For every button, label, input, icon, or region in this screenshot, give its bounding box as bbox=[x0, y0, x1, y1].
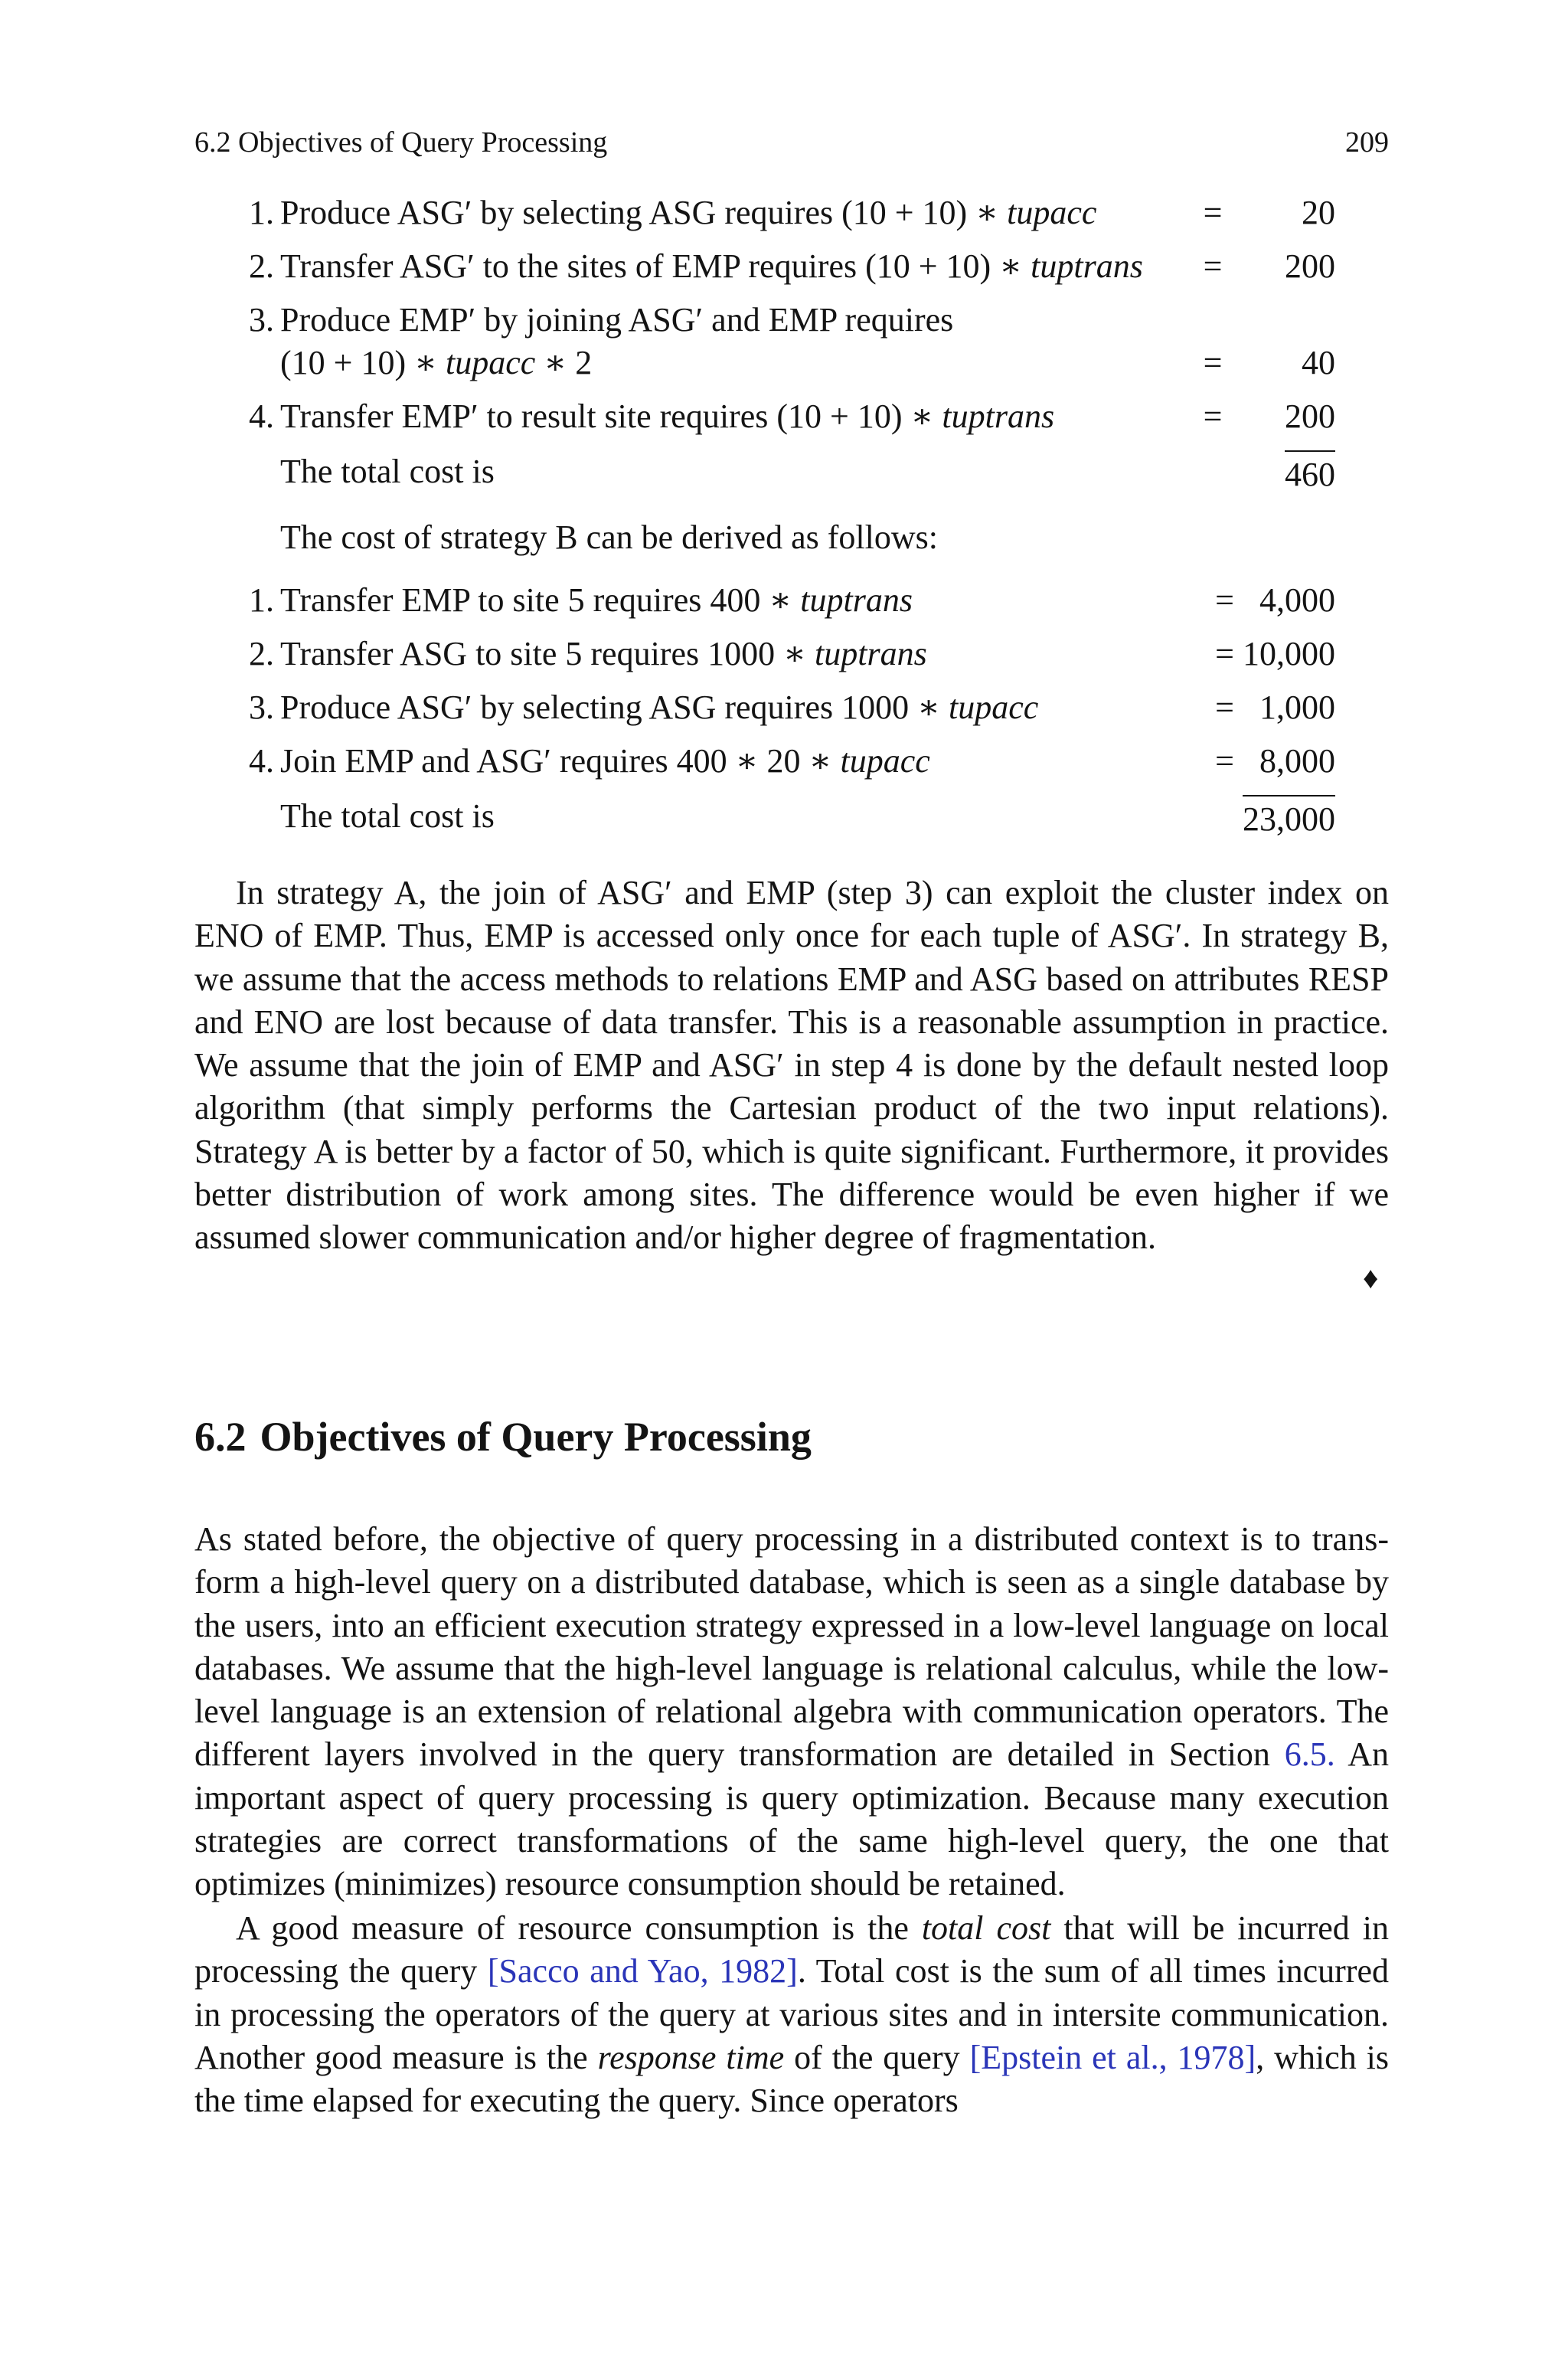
running-title: 6.2 Objectives of Query Processing bbox=[194, 126, 608, 159]
strategy-b-step-1: 1. Transfer EMP to site 5 requires 400 ∗ tuptrans = 4,000 bbox=[249, 581, 1335, 619]
body-paragraph-2: A good measure of resource consumption is the total cost that will be incurred in processing the query [Sacco and Yao, 1982]. Total cost is the sum of all times incurred in processing the operators of the query at various sites and in intersite communication. Another good measure is the response time of the query [Epstein et al., 1978], which is the time elapsed for executing the query. Since operators bbox=[194, 1909, 1390, 2120]
strategy-b-step-4: 4. Join EMP and ASG′ requires 400 ∗ 20 ∗ tupacc = 8,000 bbox=[249, 742, 1335, 780]
end-of-example-icon: ♦ bbox=[1363, 1261, 1379, 1295]
discussion-paragraph: In strategy A, the join of ASG′ and EMP (step 3) can exploit the cluster index on ENO of EMP. Thus, EMP is accessed only once for each tuple of ASG′. In strategy B, we assume that the access methods to relations EMP and ASG based on attributes RESP and ENO are lost because of data transfer. This is a reasonable assumption in practice. We assume that the join of EMP and ASG′ in step 4 is done by the default nested loop algorithm (that simply performs the Cartesian product of the two input relations). Strategy A is better by a factor of 50, which is quite significant. Furthermore, it provides better distribution of work among sites. The difference would be even higher if we assumed slower communication and/or higher degree of fragmentation. bbox=[194, 874, 1389, 1257]
strategy-b-total: The total cost is 23,000 bbox=[194, 795, 1389, 838]
citation-epstein[interactable]: [Epstein et al., 1978] bbox=[969, 2038, 1256, 2076]
strategy-b-intro: The cost of strategy B can be derived as follows: bbox=[280, 518, 938, 556]
strategy-a-step-4: 4. Transfer EMP′ to result site requires (10 + 10) ∗ tuptrans = 200 bbox=[249, 397, 1335, 435]
strategy-b-step-3: 3. Produce ASG′ by selecting ASG requires 1000 ∗ tupacc = 1,000 bbox=[249, 689, 1335, 726]
strategy-a-total: The total cost is 460 bbox=[194, 450, 1389, 493]
strategy-a-step-3: 3. Produce EMP′ by joining ASG′ and EMP requires bbox=[249, 301, 954, 339]
page-number: 209 bbox=[1345, 126, 1389, 159]
body-paragraph-1: As stated before, the objective of query processing in a distributed context is to trans-form a high-level query on a distributed database, which is seen as a single database by the users, into an efficient execution strategy expressed in a low-level language on local databases. We assume that the high-level language is relational calculus, while the low-level language is an extension of relational algebra with communication operators. The different layers involved in the query transformation are detailed in Section 6.5. An important aspect of query processing is query optimization. Because many execution strategies are correct transformations of the same high-level query, the one that optimizes (minimizes) resource consumption should be retained. bbox=[194, 1520, 1389, 1903]
strategy-a-step-1: 1. Produce ASG′ by selecting ASG requires (10 + 10) ∗ tupacc = 20 bbox=[249, 194, 1335, 231]
strategy-a-step-3-cont: (10 + 10) ∗ tupacc ∗ 2 = 40 bbox=[280, 344, 1335, 381]
section-heading: 6.2 Objectives of Query Processing bbox=[194, 1414, 812, 1460]
strategy-b-step-2: 2. Transfer ASG to site 5 requires 1000 ∗ tuptrans = 10,000 bbox=[249, 635, 1335, 672]
citation-sacco-yao[interactable]: [Sacco and Yao, 1982] bbox=[487, 1952, 798, 1990]
running-head bbox=[194, 125, 1389, 160]
section-link[interactable]: 6.5. bbox=[1284, 1735, 1335, 1774]
strategy-a-step-2: 2. Transfer ASG′ to the sites of EMP requires (10 + 10) ∗ tuptrans = 200 bbox=[249, 247, 1335, 285]
